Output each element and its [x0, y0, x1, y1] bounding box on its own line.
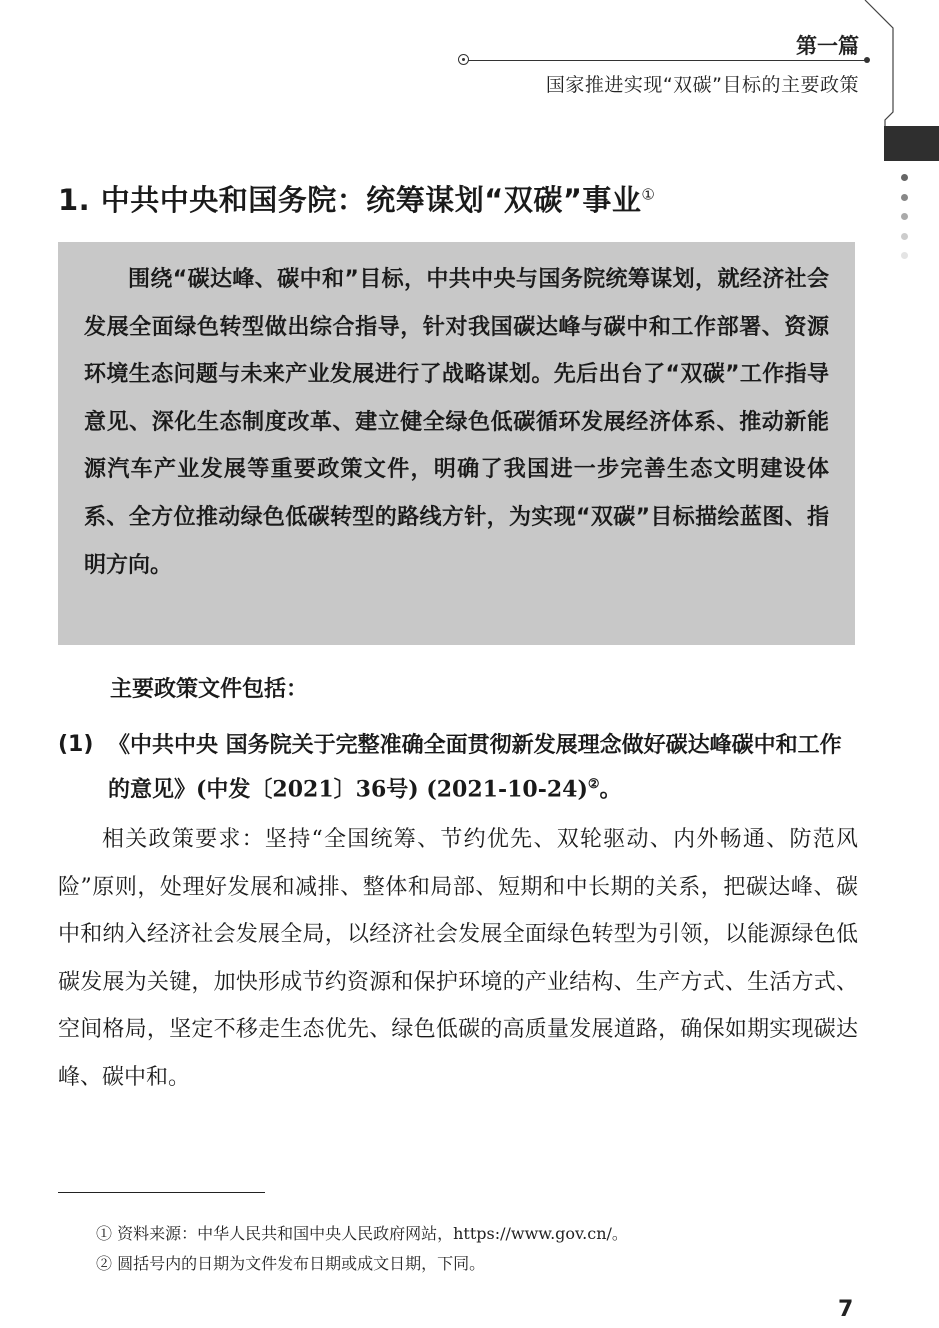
- header-rule: [468, 60, 868, 61]
- header-part-label: 第一篇: [796, 34, 859, 58]
- policy-item-note: ②: [587, 777, 600, 792]
- policy-list-lead: 主要政策文件包括：: [110, 677, 309, 702]
- summary-box: [58, 242, 855, 645]
- header-dot-icon: [864, 57, 870, 63]
- policy-item-number: (1): [58, 732, 94, 757]
- page-number: 7: [838, 1297, 854, 1322]
- policy-document-item: [58, 725, 858, 809]
- footnote-2: ② 圆括号内的日期为文件发布日期或成文日期，下同。: [96, 1254, 486, 1273]
- side-dot-icon: [901, 174, 908, 181]
- header-title: 国家推进实现“双碳”目标的主要政策: [545, 74, 859, 96]
- side-dot-icon: [901, 213, 908, 220]
- side-dot-icon: [901, 252, 908, 259]
- section-title: [58, 178, 655, 219]
- policy-requirements-paragraph: 相关政策要求：坚持“全国统筹、节约优先、双轮驱动、内外畅通、防范风险”原则，处理好发展和减排、整体和局部、短期和中长期的关系，把碳达峰、碳中和纳入经济社会发展全局，以经济社会发展全面绿色转型为引领，以能源绿色低碳发展为关键，加快形成节约资源和保护环境的产业结构、生产方式、生活方式、空间格局，坚定不移走生态优先、绿色低碳的高质量发展道路，确保如期实现碳达峰、碳中和。: [58, 827, 858, 1090]
- summary-text: 围绕“碳达峰、碳中和”目标，中共中央与国务院统筹谋划，就经济社会发展全面绿色转型做出综合指导，针对我国碳达峰与碳中和工作部署、资源环境生态问题与未来产业发展进行了战略谋划。先后出台了“双碳”工作指导意见、深化生态制度改革、建立健全绿色低碳循环发展经济体系、推动新能源汽车产业发展等重要政策文件，明确了我国进一步完善生态文明建设体系、全方位推动绿色低碳转型的路线方针，为实现“双碳”目标描绘蓝图、指明方向。: [84, 267, 829, 578]
- section-title-note: ①: [641, 185, 656, 204]
- corner-decoration: [845, 0, 939, 140]
- side-dot-icon: [901, 233, 908, 240]
- section-title-text: 1. 中共中央和国务院：统筹谋划“双碳”事业: [58, 183, 642, 217]
- header-circle-icon: [458, 54, 469, 65]
- side-dot-icon: [901, 194, 908, 201]
- policy-item-title: [108, 725, 858, 809]
- policy-item-end: 。: [599, 776, 622, 803]
- chapter-tab: [884, 126, 939, 161]
- footnote-1: ① 资料来源：中华人民共和国中央人民政府网站，https://www.gov.cn/。: [96, 1224, 628, 1243]
- footnote-rule: [58, 1192, 265, 1193]
- policy-item-title-text: 《中共中央 国务院关于完整准确全面贯彻新发展理念做好碳达峰碳中和工作的意见》(中发〔2021〕36号) (2021-10-24): [108, 732, 842, 803]
